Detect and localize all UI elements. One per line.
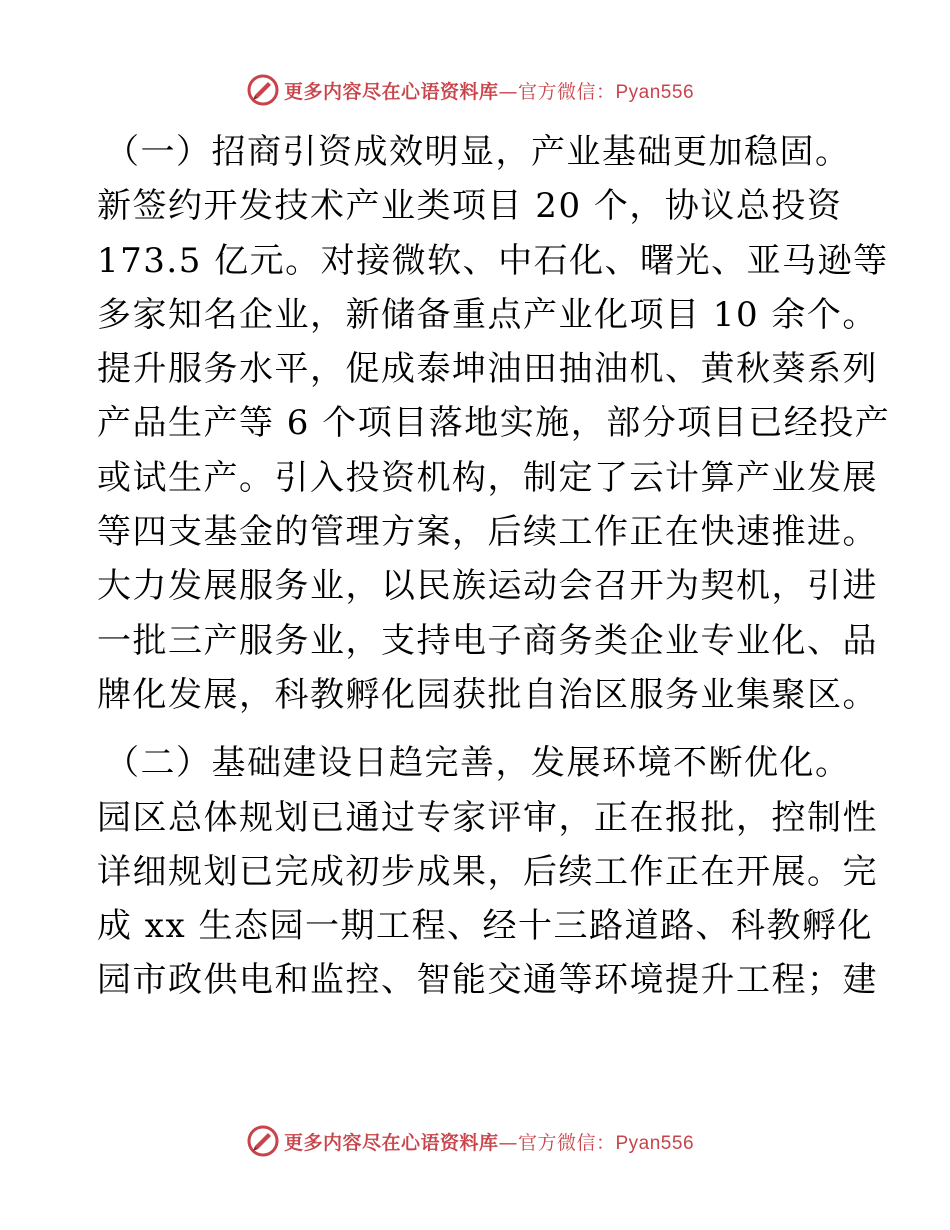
- paragraph-1: [97, 125, 891, 722]
- watermark-banner-top: [0, 70, 950, 110]
- watermark-text: [284, 1128, 694, 1155]
- watermark-brand: 更多内容尽在心语资料库: [283, 1131, 499, 1154]
- text-line: 多家知名企业，新储备重点产业化项目 10 余个。: [97, 294, 878, 335]
- watermark-banner-bottom: [0, 1121, 950, 1161]
- watermark-separator: —: [498, 80, 518, 103]
- paragraph-2: [97, 736, 878, 1007]
- text-line: 产品生产等 6 个项目落地实施，部分项目已经投产: [97, 403, 891, 444]
- text-line: 园市政供电和监控、智能交通等环境提升工程；建: [97, 960, 878, 1001]
- pen-circle-logo-icon: [246, 1124, 280, 1158]
- watermark-account: Pyan556: [615, 1132, 695, 1154]
- paragraph-heading: （二）基础建设日趋完善，发展环境不断优化。: [105, 743, 851, 784]
- text-line: 新签约开发技术产业类项目 20 个，协议总投资: [97, 186, 843, 227]
- watermark-official: 官方微信：: [517, 1131, 616, 1154]
- watermark-separator: —: [498, 1131, 518, 1154]
- text-line: 园区总体规划已通过专家评审，正在报批，控制性: [97, 797, 878, 838]
- text-line: 成 xx 生态园一期工程、经十三路道路、科教孵化: [97, 906, 873, 947]
- watermark-account: Pyan556: [615, 81, 695, 103]
- watermark-text: [284, 77, 694, 104]
- text-line: 牌化发展，科教孵化园获批自治区服务业集聚区。: [97, 674, 878, 715]
- watermark-official: 官方微信：: [517, 80, 616, 103]
- text-line: 一批三产服务业，支持电子商务类企业专业化、品: [97, 620, 878, 661]
- text-line: 173.5 亿元。对接微软、中石化、曙光、亚马逊等: [97, 240, 889, 281]
- paragraph-heading: （一）招商引资成效明显，产业基础更加稳固。: [105, 132, 851, 172]
- text-line: 或试生产。引入投资机构，制定了云计算产业发展: [97, 457, 878, 498]
- document-body: [97, 125, 891, 1008]
- text-line: 详细规划已完成初步成果，后续工作正在开展。完: [97, 851, 878, 892]
- text-line: 等四支基金的管理方案，后续工作正在快速推进。: [97, 512, 878, 553]
- text-line: 大力发展服务业，以民族运动会召开为契机，引进: [97, 566, 878, 607]
- text-line: 提升服务水平，促成泰坤油田抽油机、黄秋葵系列: [97, 349, 878, 390]
- watermark-brand: 更多内容尽在心语资料库: [283, 80, 499, 103]
- pen-circle-logo-icon: [246, 73, 280, 107]
